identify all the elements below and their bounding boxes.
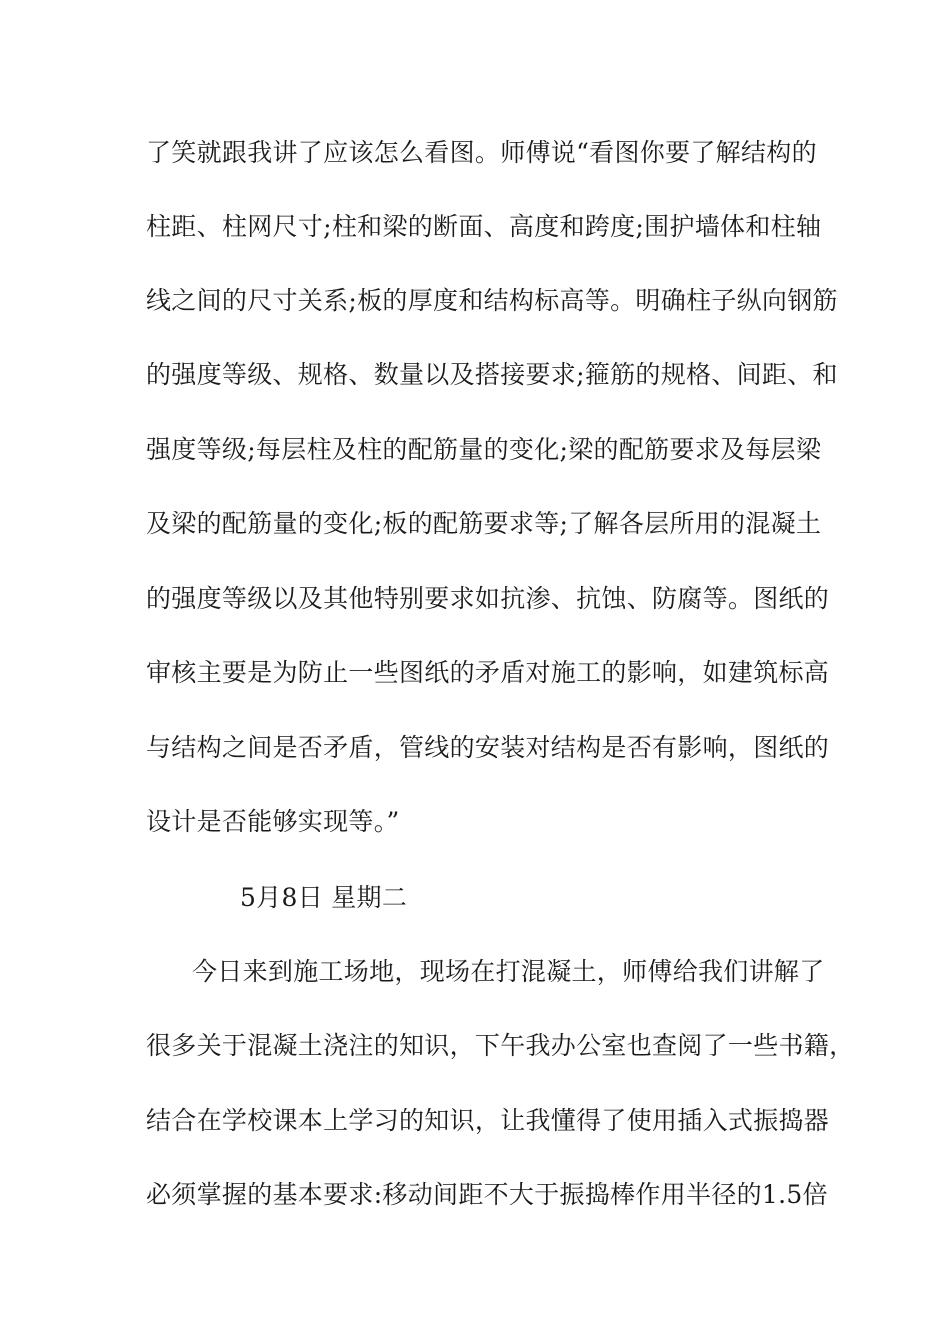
text-line: 了笑就跟我讲了应该怎么看图。师傅说“看图你要了解结构的 (146, 138, 817, 167)
text-line: 线之间的尺寸关系;板的厚度和结构标高等。明确柱子纵向钢筋 (146, 286, 838, 315)
text-line: 的强度等级以及其他特别要求如抗渗、抗蚀、防腐等。图纸的 (146, 584, 830, 613)
text-line: 很多关于混凝土浇注的知识，下午我办公室也查阅了一些书籍， (146, 1031, 855, 1060)
text-line: 与结构之间是否矛盾，管线的安装对结构是否有影响，图纸的 (146, 733, 830, 762)
text-line: 强度等级;每层柱及柱的配筋量的变化;梁的配筋要求及每层梁 (146, 435, 822, 464)
text-line: 必须掌握的基本要求:移动间距不大于振捣棒作用半径的1.5倍 (146, 1180, 828, 1209)
text-line: 今日来到施工场地，现场在打混凝土，师傅给我们讲解了 (192, 957, 825, 986)
text-line: 及梁的配筋量的变化;板的配筋要求等;了解各层所用的混凝土 (146, 509, 822, 538)
text-line: 设计是否能够实现等。” (146, 807, 400, 836)
text-line: 结合在学校课本上学习的知识，让我懂得了使用插入式振捣器 (146, 1106, 830, 1135)
text-line: 柱距、柱网尺寸;柱和梁的断面、高度和跨度;围护墙体和柱轴 (146, 212, 822, 241)
text-line: 的强度等级、规格、数量以及搭接要求;箍筋的规格、间距、和 (146, 360, 838, 389)
date-heading: 5月8日 星期二 (240, 883, 408, 912)
text-line: 审核主要是为防止一些图纸的矛盾对施工的影响，如建筑标高 (146, 658, 830, 687)
